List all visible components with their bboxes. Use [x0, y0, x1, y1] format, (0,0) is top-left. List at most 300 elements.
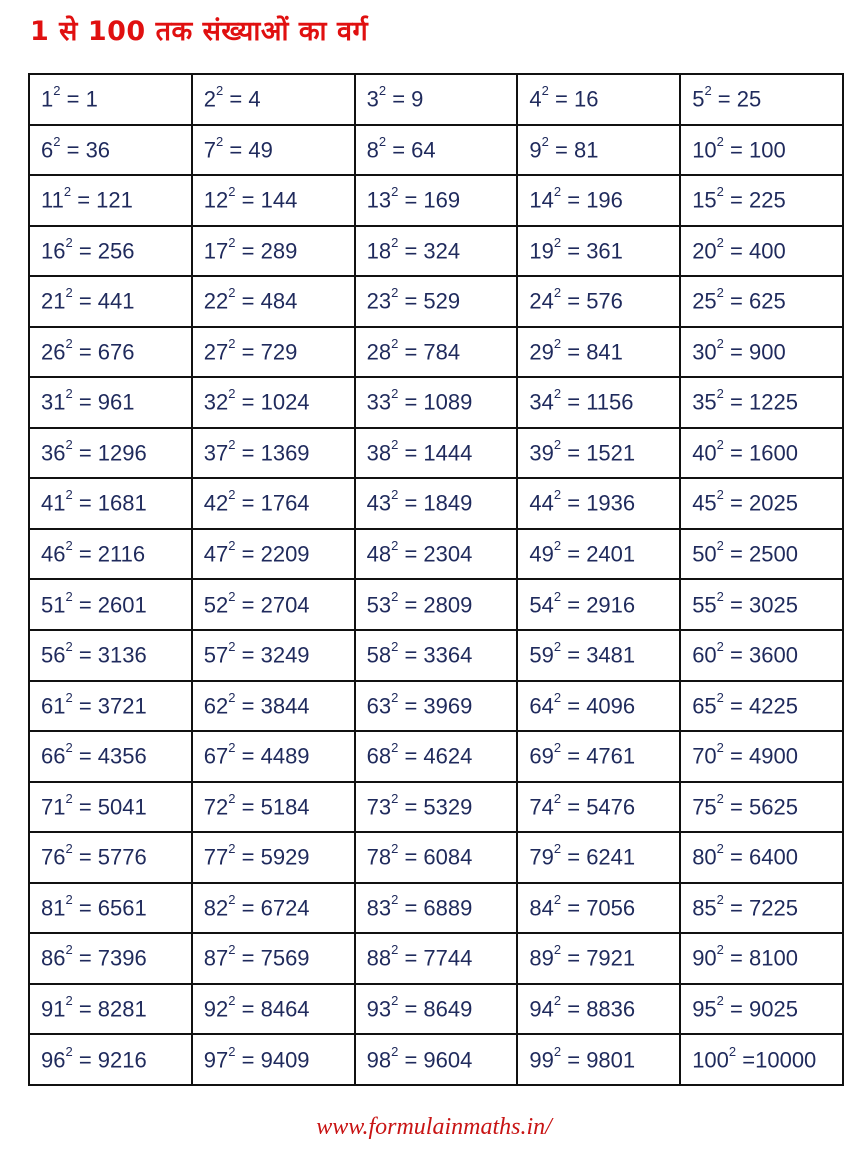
- square-cell: [355, 731, 518, 782]
- square-base: 59: [529, 642, 554, 668]
- square-base: 54: [529, 591, 554, 617]
- square-cell: [355, 74, 518, 125]
- square-exponent: 2: [65, 841, 73, 857]
- square-cell: [517, 125, 680, 176]
- square-value: = 2304: [404, 541, 473, 567]
- square-exponent: 2: [553, 588, 562, 604]
- square-value: = 8649: [404, 996, 473, 1022]
- square-base: 8: [366, 136, 379, 162]
- square-cell: [355, 226, 518, 277]
- square-base: 98: [366, 1046, 392, 1072]
- square-exponent: 2: [391, 639, 399, 655]
- square-exponent: 2: [228, 588, 236, 604]
- square-exponent: 2: [553, 184, 562, 200]
- square-value: = 8281: [78, 996, 147, 1022]
- square-value: = 4356: [78, 743, 147, 769]
- table-row: [29, 529, 843, 580]
- square-base: 23: [366, 288, 392, 314]
- square-value: = 121: [77, 187, 133, 213]
- square-exponent: 2: [228, 841, 236, 857]
- square-exponent: 2: [65, 588, 73, 604]
- square-base: 96: [41, 1046, 66, 1072]
- square-value: = 324: [404, 238, 461, 264]
- square-value: = 289: [241, 238, 298, 264]
- table-row: [29, 933, 843, 984]
- square-base: 75: [692, 794, 717, 820]
- square-value: = 2809: [404, 591, 473, 617]
- square-exponent: 2: [65, 335, 73, 351]
- square-value: = 2704: [241, 591, 310, 617]
- square-base: 47: [203, 541, 229, 567]
- square-cell: [680, 731, 843, 782]
- square-base: 94: [529, 996, 554, 1022]
- table-row: [29, 125, 843, 176]
- square-base: 88: [366, 945, 392, 971]
- square-value: = 1936: [567, 490, 636, 516]
- square-exponent: 2: [228, 335, 236, 351]
- table-row: [29, 428, 843, 479]
- square-base: 97: [203, 1046, 229, 1072]
- table-row: [29, 226, 843, 277]
- square-base: 37: [203, 440, 229, 466]
- square-base: 68: [366, 743, 392, 769]
- square-base: 99: [529, 1046, 554, 1072]
- square-cell: [680, 630, 843, 681]
- square-cell: [29, 832, 192, 883]
- square-exponent: 2: [391, 436, 399, 452]
- square-value: = 441: [78, 288, 135, 314]
- square-cell: [192, 782, 355, 833]
- square-value: = 2500: [730, 541, 798, 567]
- square-exponent: 2: [378, 133, 387, 149]
- square-value: = 900: [730, 339, 786, 365]
- square-cell: [29, 782, 192, 833]
- square-cell: [192, 276, 355, 327]
- square-value: = 16: [555, 86, 599, 112]
- square-base: 18: [366, 238, 392, 264]
- square-value: = 7225: [730, 895, 798, 921]
- square-value: = 4096: [567, 693, 636, 718]
- square-cell: [355, 933, 518, 984]
- square-cell: [355, 276, 518, 327]
- square-base: 48: [366, 541, 392, 567]
- square-base: 46: [41, 541, 66, 567]
- square-cell: [29, 883, 192, 934]
- square-value: = 1521: [567, 440, 636, 466]
- square-cell: [517, 428, 680, 479]
- square-exponent: 2: [228, 639, 236, 655]
- square-base: 33: [366, 389, 392, 415]
- square-base: 16: [41, 238, 66, 264]
- square-exponent: 2: [716, 790, 724, 806]
- square-cell: [29, 630, 192, 681]
- square-value: = 2916: [567, 591, 636, 617]
- square-cell: [680, 681, 843, 732]
- square-cell: [192, 74, 355, 125]
- square-base: 26: [41, 339, 66, 365]
- square-exponent: 2: [541, 133, 549, 149]
- square-cell: [517, 1034, 680, 1085]
- square-exponent: 2: [716, 740, 724, 756]
- square-value: = 4761: [567, 743, 636, 769]
- square-exponent: 2: [716, 942, 724, 958]
- square-base: 40: [692, 440, 717, 466]
- square-exponent: 2: [716, 487, 724, 503]
- square-exponent: 2: [228, 1043, 236, 1059]
- square-exponent: 2: [228, 234, 236, 250]
- square-exponent: 2: [391, 386, 399, 402]
- square-exponent: 2: [553, 790, 562, 806]
- square-base: 39: [529, 440, 554, 466]
- square-value: = 6889: [404, 895, 473, 921]
- square-base: 84: [529, 895, 554, 921]
- square-exponent: 2: [391, 942, 399, 958]
- square-value: = 400: [730, 238, 786, 264]
- square-exponent: 2: [228, 538, 236, 554]
- square-exponent: 2: [65, 891, 73, 907]
- square-cell: [517, 529, 680, 580]
- square-value: = 6561: [78, 895, 147, 921]
- square-cell: [192, 175, 355, 226]
- square-cell: [355, 377, 518, 428]
- square-exponent: 2: [553, 1043, 562, 1059]
- square-cell: [680, 478, 843, 529]
- square-exponent: 2: [541, 83, 549, 99]
- square-cell: [680, 175, 843, 226]
- square-cell: [517, 681, 680, 732]
- square-cell: [355, 529, 518, 580]
- table-row: [29, 327, 843, 378]
- square-base: 50: [692, 541, 717, 567]
- square-value: = 1156: [567, 389, 634, 415]
- square-value: = 361: [567, 238, 623, 264]
- table-row: [29, 1034, 843, 1085]
- square-value: = 3481: [567, 642, 636, 668]
- square-cell: [517, 478, 680, 529]
- square-cell: [355, 579, 518, 630]
- square-cell: [680, 933, 843, 984]
- square-cell: [517, 731, 680, 782]
- square-exponent: 2: [65, 740, 73, 756]
- table-row: [29, 731, 843, 782]
- square-value: = 2401: [567, 541, 636, 567]
- square-exponent: 2: [228, 436, 236, 452]
- square-cell: [192, 428, 355, 479]
- square-value: = 484: [241, 288, 298, 314]
- square-base: 5: [692, 86, 705, 112]
- square-base: 95: [692, 996, 717, 1022]
- square-exponent: 2: [553, 436, 562, 452]
- square-exponent: 2: [391, 689, 399, 705]
- square-base: 87: [203, 945, 229, 971]
- square-value: = 2025: [730, 490, 798, 516]
- square-value: = 9: [392, 86, 424, 112]
- square-exponent: 2: [391, 1043, 399, 1059]
- square-exponent: 2: [716, 335, 724, 351]
- squares-table: [28, 73, 844, 1086]
- square-cell: [680, 883, 843, 934]
- square-base: 1: [41, 86, 54, 112]
- square-base: 71: [41, 794, 66, 820]
- square-cell: [192, 731, 355, 782]
- square-base: 28: [366, 339, 392, 365]
- table-row: [29, 175, 843, 226]
- square-exponent: 2: [391, 285, 399, 301]
- square-base: 15: [692, 187, 717, 213]
- square-value: = 1764: [241, 490, 310, 516]
- square-exponent: 2: [65, 639, 73, 655]
- square-value: = 196: [567, 187, 623, 213]
- square-exponent: 2: [65, 992, 73, 1008]
- square-base: 82: [203, 895, 229, 921]
- square-cell: [355, 832, 518, 883]
- square-value: = 3249: [241, 642, 310, 668]
- square-base: 51: [41, 591, 66, 617]
- square-base: 7: [203, 136, 217, 162]
- square-value: = 49: [229, 136, 273, 162]
- square-value: = 3969: [404, 693, 473, 718]
- square-value: = 4225: [730, 693, 798, 718]
- square-value: = 2601: [78, 591, 147, 617]
- square-base: 27: [203, 339, 229, 365]
- square-value: = 9801: [567, 1046, 636, 1072]
- square-exponent: 2: [716, 234, 724, 250]
- square-exponent: 2: [216, 83, 224, 99]
- square-cell: [517, 327, 680, 378]
- square-cell: [29, 579, 192, 630]
- square-exponent: 2: [391, 841, 399, 857]
- page-title: 1 से 100 तक संख्याओं का वर्ग: [30, 16, 369, 47]
- table-row: [29, 276, 843, 327]
- square-cell: [29, 681, 192, 732]
- square-base: 58: [366, 642, 392, 668]
- square-exponent: 2: [228, 487, 236, 503]
- square-cell: [517, 883, 680, 934]
- square-cell: [517, 933, 680, 984]
- square-exponent: 2: [228, 790, 236, 806]
- square-base: 83: [366, 895, 392, 921]
- square-exponent: 2: [216, 133, 224, 149]
- square-value: = 7396: [78, 945, 147, 971]
- square-base: 20: [692, 238, 717, 264]
- square-base: 21: [41, 288, 66, 314]
- square-exponent: 2: [716, 841, 724, 857]
- square-base: 100: [692, 1046, 729, 1072]
- square-value: = 9409: [241, 1046, 310, 1072]
- table-row: [29, 579, 843, 630]
- square-cell: [192, 933, 355, 984]
- square-value: = 1681: [78, 490, 147, 516]
- square-exponent: 2: [228, 285, 236, 301]
- square-value: = 576: [567, 288, 623, 314]
- square-base: 22: [203, 288, 229, 314]
- square-exponent: 2: [228, 891, 236, 907]
- square-value: = 4: [229, 86, 261, 112]
- square-exponent: 2: [53, 83, 61, 99]
- square-base: 91: [41, 996, 66, 1022]
- square-cell: [355, 883, 518, 934]
- square-value: = 3136: [78, 642, 147, 668]
- square-value: = 64: [392, 136, 436, 162]
- square-base: 85: [692, 895, 717, 921]
- square-base: 11: [41, 187, 64, 213]
- square-cell: [355, 125, 518, 176]
- square-value: = 1089: [404, 389, 473, 415]
- square-exponent: 2: [553, 992, 562, 1008]
- square-base: 76: [41, 844, 66, 870]
- table-row: [29, 74, 843, 125]
- website-url[interactable]: www.formulainmaths.in/: [316, 1114, 552, 1140]
- square-cell: [680, 226, 843, 277]
- square-cell: [355, 428, 518, 479]
- square-value: = 5476: [567, 794, 636, 820]
- square-base: 2: [203, 86, 217, 112]
- square-cell: [192, 681, 355, 732]
- square-cell: [29, 731, 192, 782]
- square-exponent: 2: [553, 841, 562, 857]
- square-cell: [517, 782, 680, 833]
- square-base: 69: [529, 743, 554, 769]
- square-exponent: 2: [391, 891, 399, 907]
- square-value: = 529: [404, 288, 461, 314]
- square-base: 25: [692, 288, 717, 314]
- square-cell: [192, 529, 355, 580]
- square-cell: [355, 984, 518, 1035]
- square-base: 49: [529, 541, 554, 567]
- square-base: 63: [366, 693, 392, 718]
- square-cell: [680, 276, 843, 327]
- square-value: = 676: [78, 339, 135, 365]
- square-base: 92: [203, 996, 229, 1022]
- square-value: = 4489: [241, 743, 310, 769]
- square-cell: [29, 478, 192, 529]
- table-row: [29, 782, 843, 833]
- square-exponent: 2: [716, 184, 724, 200]
- square-base: 43: [366, 490, 392, 516]
- square-value: = 6400: [730, 844, 798, 870]
- square-cell: [517, 377, 680, 428]
- square-base: 78: [366, 844, 392, 870]
- square-value: = 4900: [730, 743, 798, 769]
- square-base: 52: [203, 591, 229, 617]
- table-row: [29, 377, 843, 428]
- square-value: = 2116: [78, 541, 146, 567]
- table-row: [29, 984, 843, 1035]
- square-exponent: 2: [716, 386, 724, 402]
- square-value: = 5041: [78, 794, 147, 820]
- square-cell: [680, 327, 843, 378]
- square-value: = 7569: [241, 945, 310, 971]
- square-value: = 7921: [567, 945, 636, 971]
- square-value: = 784: [404, 339, 461, 365]
- square-exponent: 2: [728, 1043, 737, 1059]
- square-exponent: 2: [716, 285, 724, 301]
- square-value: = 225: [730, 187, 786, 213]
- square-cell: [355, 327, 518, 378]
- square-exponent: 2: [391, 335, 399, 351]
- square-value: = 3600: [730, 642, 798, 668]
- square-cell: [192, 327, 355, 378]
- table-row: [29, 478, 843, 529]
- square-exponent: 2: [63, 184, 72, 200]
- square-cell: [517, 276, 680, 327]
- square-value: = 7744: [404, 945, 473, 971]
- square-value: = 6084: [404, 844, 473, 870]
- square-value: = 5625: [730, 794, 798, 820]
- square-base: 66: [41, 743, 66, 769]
- square-exponent: 2: [391, 184, 399, 200]
- square-value: = 7056: [567, 895, 636, 921]
- square-base: 14: [529, 187, 554, 213]
- square-base: 90: [692, 945, 717, 971]
- square-value: = 9604: [404, 1046, 473, 1072]
- squares-table-body: [29, 74, 843, 1085]
- square-base: 73: [366, 794, 392, 820]
- square-value: = 144: [241, 187, 298, 213]
- square-exponent: 2: [228, 740, 236, 756]
- square-base: 44: [529, 490, 554, 516]
- square-cell: [680, 428, 843, 479]
- square-value: = 6724: [241, 895, 310, 921]
- square-cell: [680, 125, 843, 176]
- square-cell: [517, 226, 680, 277]
- square-base: 72: [203, 794, 229, 820]
- square-base: 29: [529, 339, 554, 365]
- square-exponent: 2: [65, 1043, 73, 1059]
- square-cell: [517, 175, 680, 226]
- square-cell: [680, 782, 843, 833]
- square-exponent: 2: [553, 942, 562, 958]
- square-cell: [29, 276, 192, 327]
- square-value: = 25: [717, 86, 762, 112]
- square-value: =10000: [742, 1046, 817, 1072]
- square-exponent: 2: [228, 184, 236, 200]
- square-exponent: 2: [716, 538, 724, 554]
- square-base: 4: [529, 86, 542, 112]
- square-value: = 841: [567, 339, 623, 365]
- square-value: = 1600: [730, 440, 798, 466]
- square-cell: [29, 933, 192, 984]
- square-base: 12: [203, 187, 229, 213]
- square-base: 24: [529, 288, 554, 314]
- square-cell: [29, 175, 192, 226]
- square-cell: [680, 74, 843, 125]
- square-base: 17: [203, 238, 229, 264]
- square-cell: [192, 1034, 355, 1085]
- square-base: 36: [41, 440, 66, 466]
- square-base: 60: [692, 642, 717, 668]
- square-base: 31: [41, 389, 66, 415]
- square-base: 61: [41, 693, 66, 718]
- square-exponent: 2: [228, 689, 236, 705]
- square-cell: [192, 984, 355, 1035]
- square-exponent: 2: [553, 285, 562, 301]
- square-exponent: 2: [716, 133, 724, 149]
- square-exponent: 2: [391, 234, 399, 250]
- square-cell: [192, 883, 355, 934]
- square-value: = 1: [66, 86, 98, 112]
- square-cell: [192, 125, 355, 176]
- square-exponent: 2: [716, 689, 724, 705]
- square-base: 32: [203, 389, 229, 415]
- square-exponent: 2: [553, 891, 562, 907]
- square-cell: [680, 377, 843, 428]
- square-exponent: 2: [378, 83, 387, 99]
- square-base: 67: [203, 743, 229, 769]
- square-cell: [192, 579, 355, 630]
- square-cell: [29, 74, 192, 125]
- square-value: = 256: [78, 238, 135, 264]
